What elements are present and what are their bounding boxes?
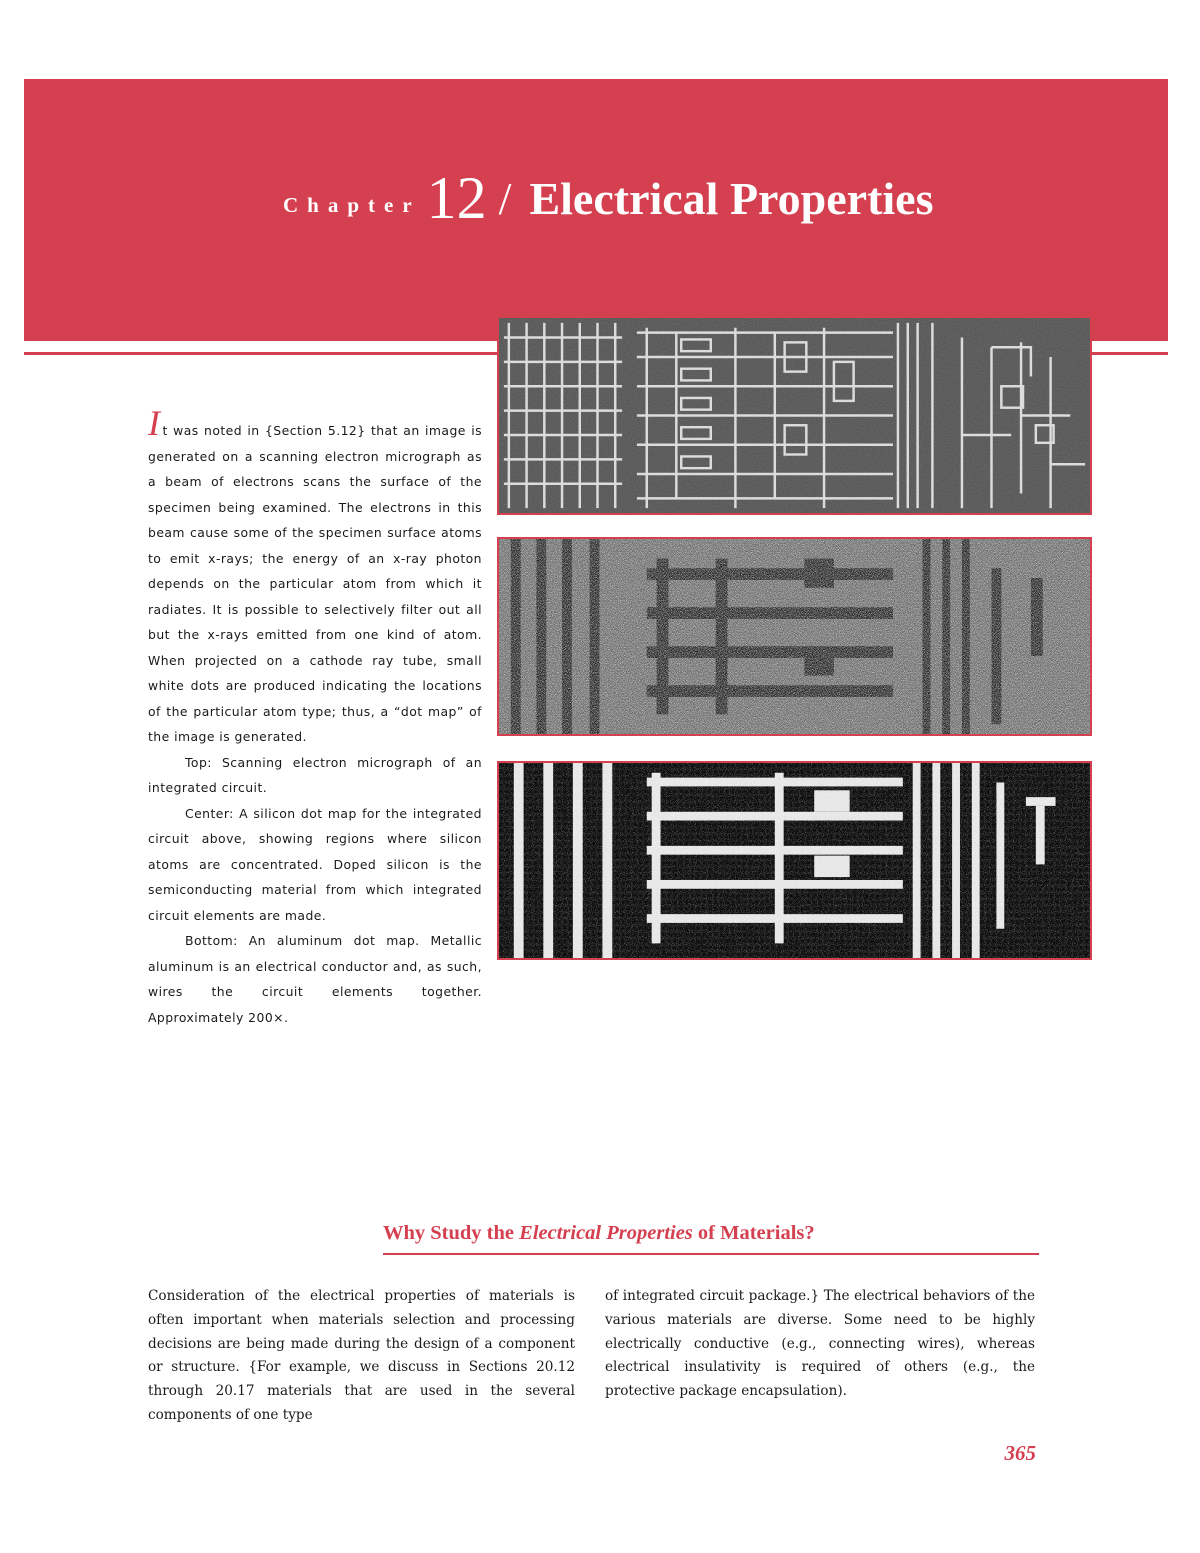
drop-cap: I (148, 403, 161, 443)
body-column-right: of integrated circuit package.} The electrical behaviors of the various materials are diverse. Some need to be highly electrically conductive (e.g., connecting wires), whereas electrical insulativity is required of others (e.g., the protective package encapsulation). (605, 1288, 1035, 1400)
caption-intro-text: t was noted in {Section 5.12} that an image is generated on a scanning electron micrograph as a beam of electrons scans the surface of the specimen being examined. The electrons in this beam cause some of the specimen surface atoms to emit x-rays; the energy of an x-ray photon depends on the particular atom from which it radiates. It is possible to selectively filter out all but the x-rays emitted from one kind of atom. When projected on a cathode ray tube, small white dots are produced indicating the locations of the particular atom type; thus, a “dot map” of the image is generated. (148, 423, 482, 744)
why-study-rule (383, 1253, 1039, 1255)
why-study-heading (383, 1222, 1039, 1245)
chapter-label: Chapter (283, 193, 421, 217)
chapter-number: 12 (426, 165, 487, 231)
figure-caption (148, 403, 482, 1030)
why-study-emphasis: Electrical Properties (519, 1222, 693, 1244)
chapter-title (283, 165, 934, 231)
why-study-suffix: of Materials? (692, 1222, 815, 1244)
aluminum-dot-map-image (499, 763, 1090, 958)
chapter-name: Electrical Properties (529, 173, 934, 224)
page-number: 365 (1004, 1441, 1036, 1465)
caption-top: Top: Scanning electron micrograph of an integrated circuit. (148, 754, 482, 795)
sem-micrograph-image (499, 318, 1090, 513)
caption-intro (148, 403, 482, 750)
aluminum-dot-map-figure (497, 761, 1092, 960)
silicon-dot-map-image (499, 539, 1090, 734)
body-column-left: Consideration of the electrical properties of materials is often important when materials selection and processing decisions are being made during the design of a component or structure. {For example, we discuss in Sections 20.12 through 20.17 materials that are used in the several components of one type (148, 1288, 575, 1423)
caption-bottom: Bottom: An aluminum dot map. Metallic aluminum is an electrical conductor and, as such, wires the circuit elements together. Approximately 200×. (148, 933, 482, 1025)
why-study-prefix: Why Study the (383, 1222, 520, 1244)
caption-center: Center: A silicon dot map for the integrated circuit above, showing regions where silicon atoms are concentrated. Doped silicon is the semiconducting material from which integrated circuit elements are made. (148, 805, 482, 923)
silicon-dot-map-figure (497, 537, 1092, 736)
sem-micrograph-figure (497, 316, 1092, 515)
chapter-separator: / (498, 173, 512, 224)
